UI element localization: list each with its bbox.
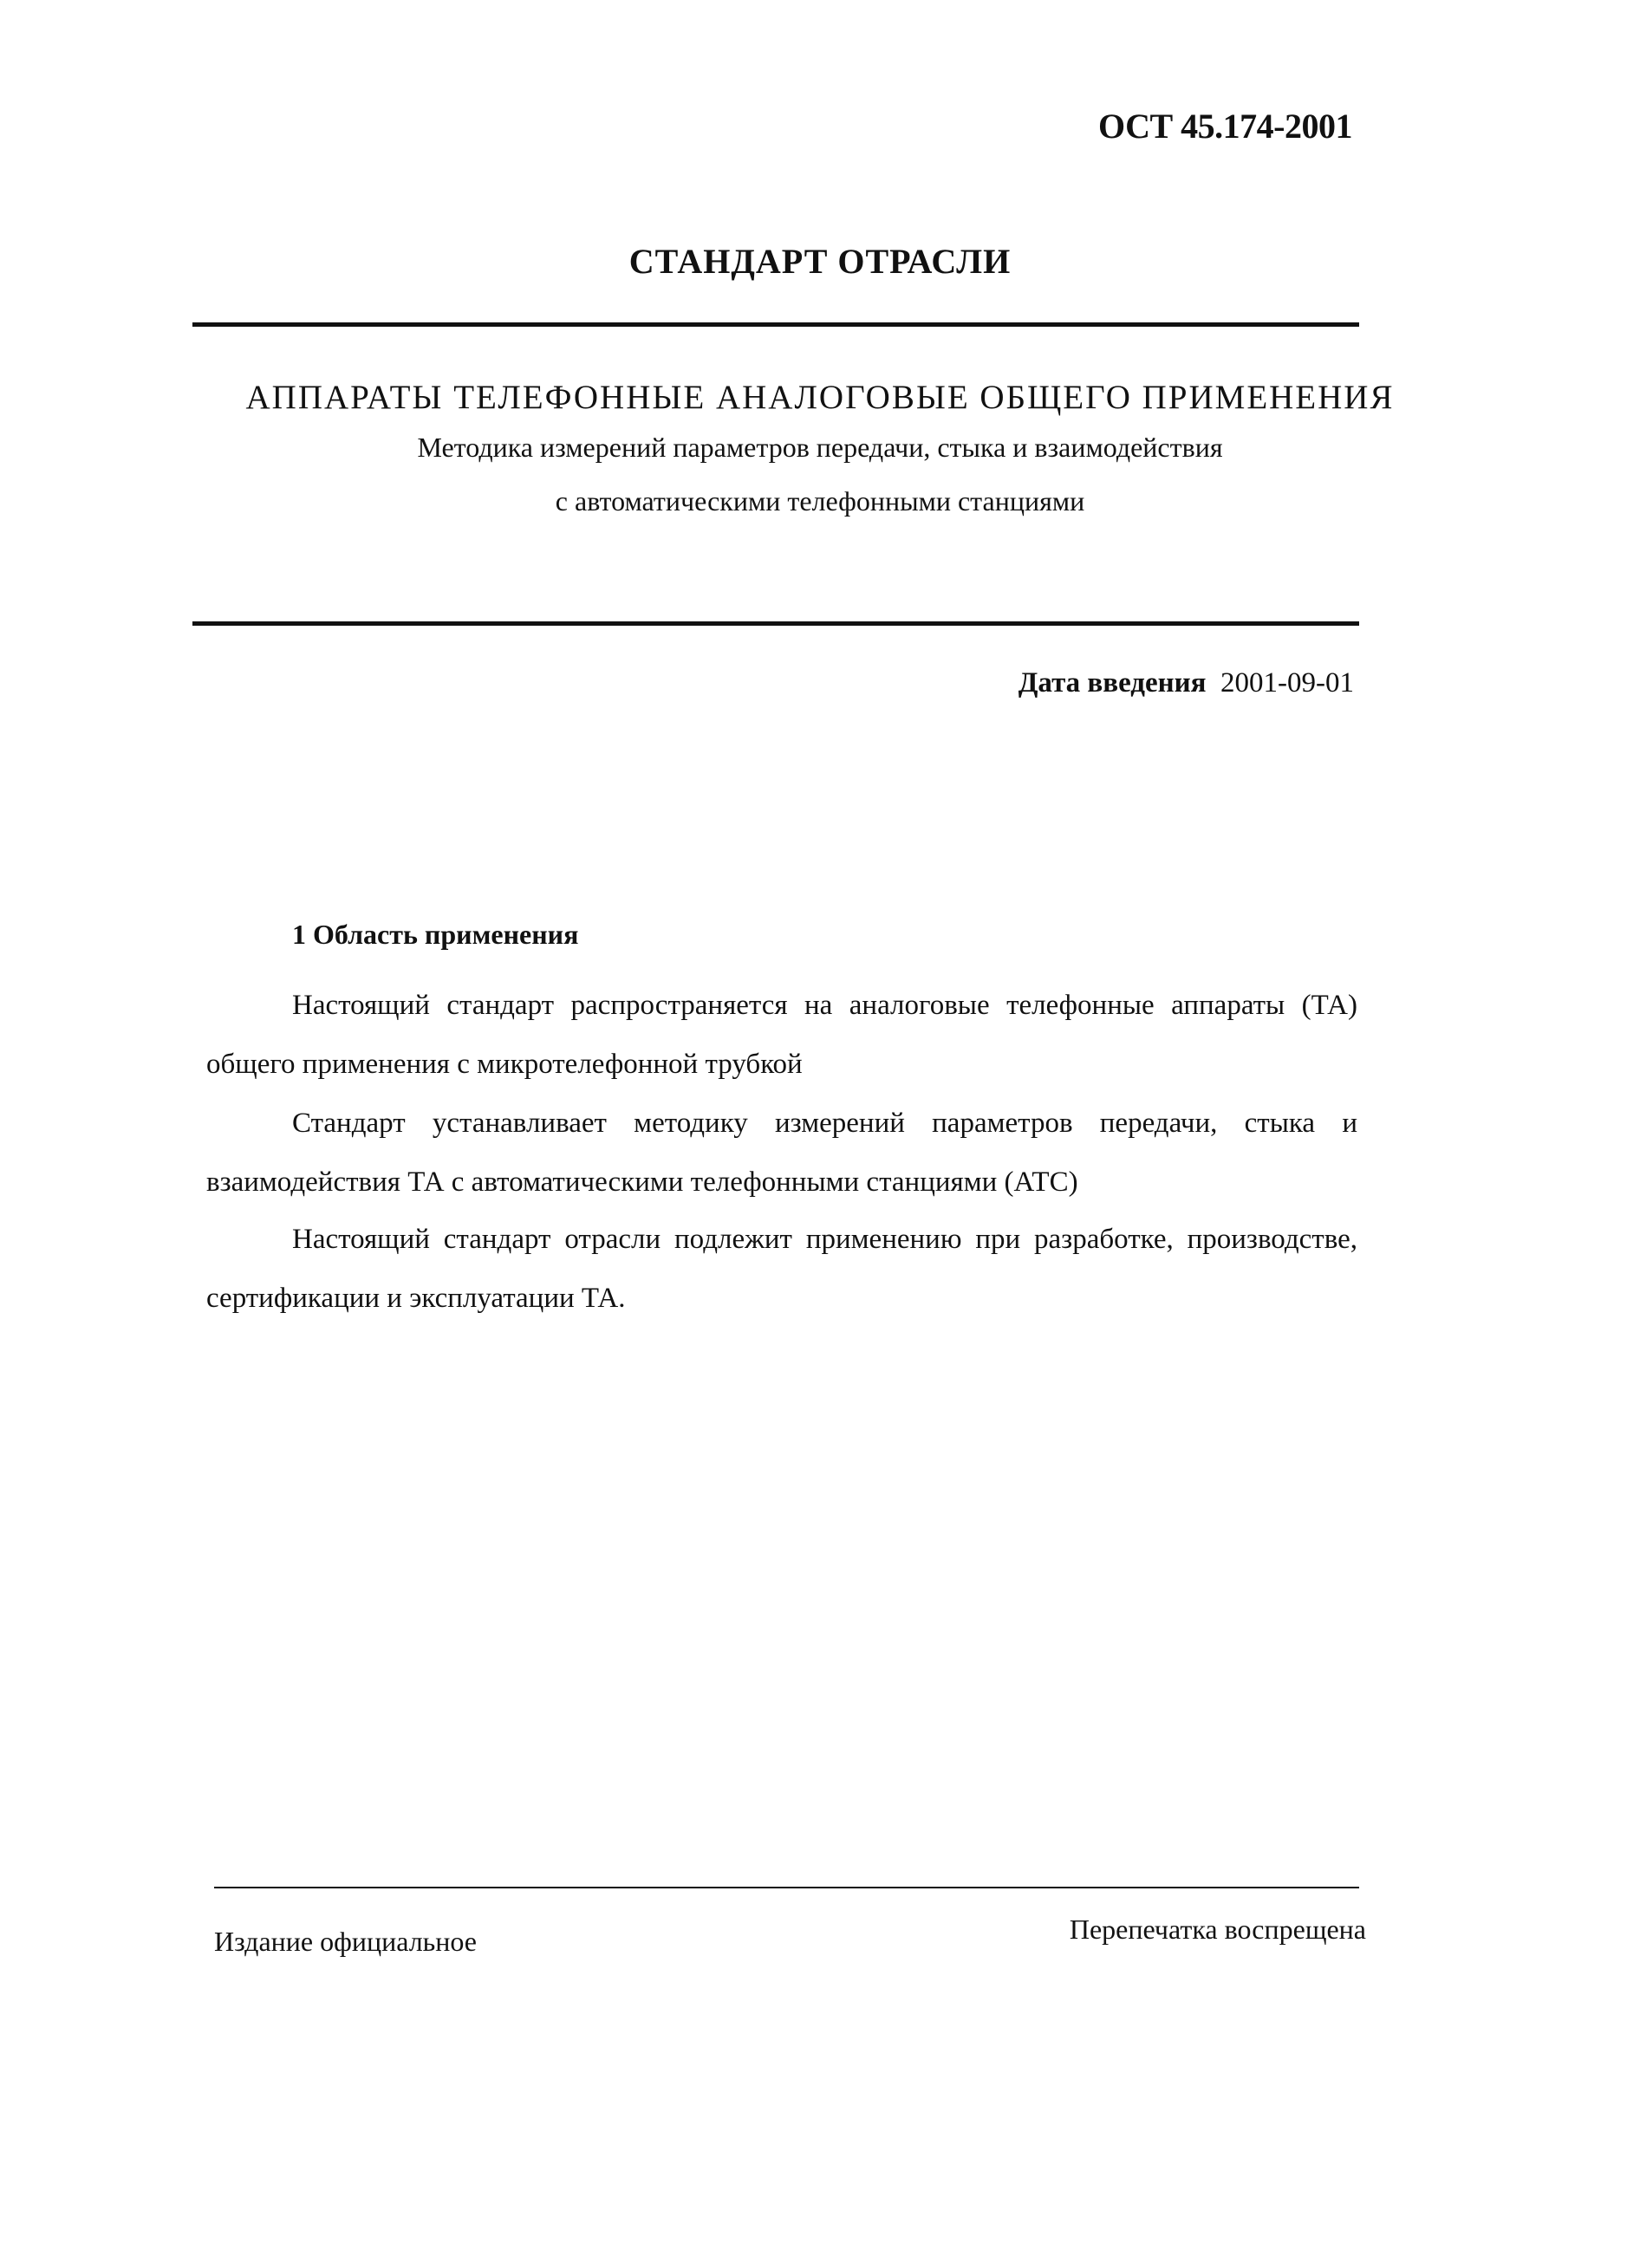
footer-reprint-prohibited: Перепечатка воспрещена: [1069, 1914, 1366, 1945]
document-title: АППАРАТЫ ТЕЛЕФОННЫЕ АНАЛОГОВЫЕ ОБЩЕГО ПРИМЕНЕНИЯ: [245, 379, 1395, 416]
paragraph-application: Настоящий стандарт отрасли подлежит применению при разработке, производстве, сертификации и эксплуатации ТА.: [206, 1224, 1357, 1314]
top-divider: [192, 322, 1359, 327]
document-type-heading: СТАНДАРТ ОТРАСЛИ: [628, 242, 1012, 281]
section-heading: 1 Область применения: [292, 919, 579, 950]
document-subtitle-line-2: с автоматическими телефонными станциями: [555, 485, 1085, 517]
effective-date-label: Дата введения: [1018, 667, 1207, 699]
effective-date-value: 2001-09-01: [1220, 667, 1354, 699]
title-divider: [192, 621, 1359, 626]
paragraph-scope: Настоящий стандарт распространяется на аналоговые телефонные аппараты (ТА) общего применения с микротелефонной трубкой: [206, 990, 1357, 1080]
footer-official-edition: Издание официальное: [214, 1926, 477, 1957]
document-code: ОСТ 45.174-2001: [1098, 107, 1352, 146]
footer-divider: [214, 1887, 1359, 1888]
document-subtitle-line-1: Методика измерений параметров передачи, стыка и взаимодействия: [417, 432, 1223, 463]
effective-date: [1018, 667, 1354, 699]
paragraph-method: Стандарт устанавливает методику измерений параметров передачи, стыка и взаимодействия ТА с автоматическими телефонными станциями (АТС): [206, 1108, 1357, 1198]
